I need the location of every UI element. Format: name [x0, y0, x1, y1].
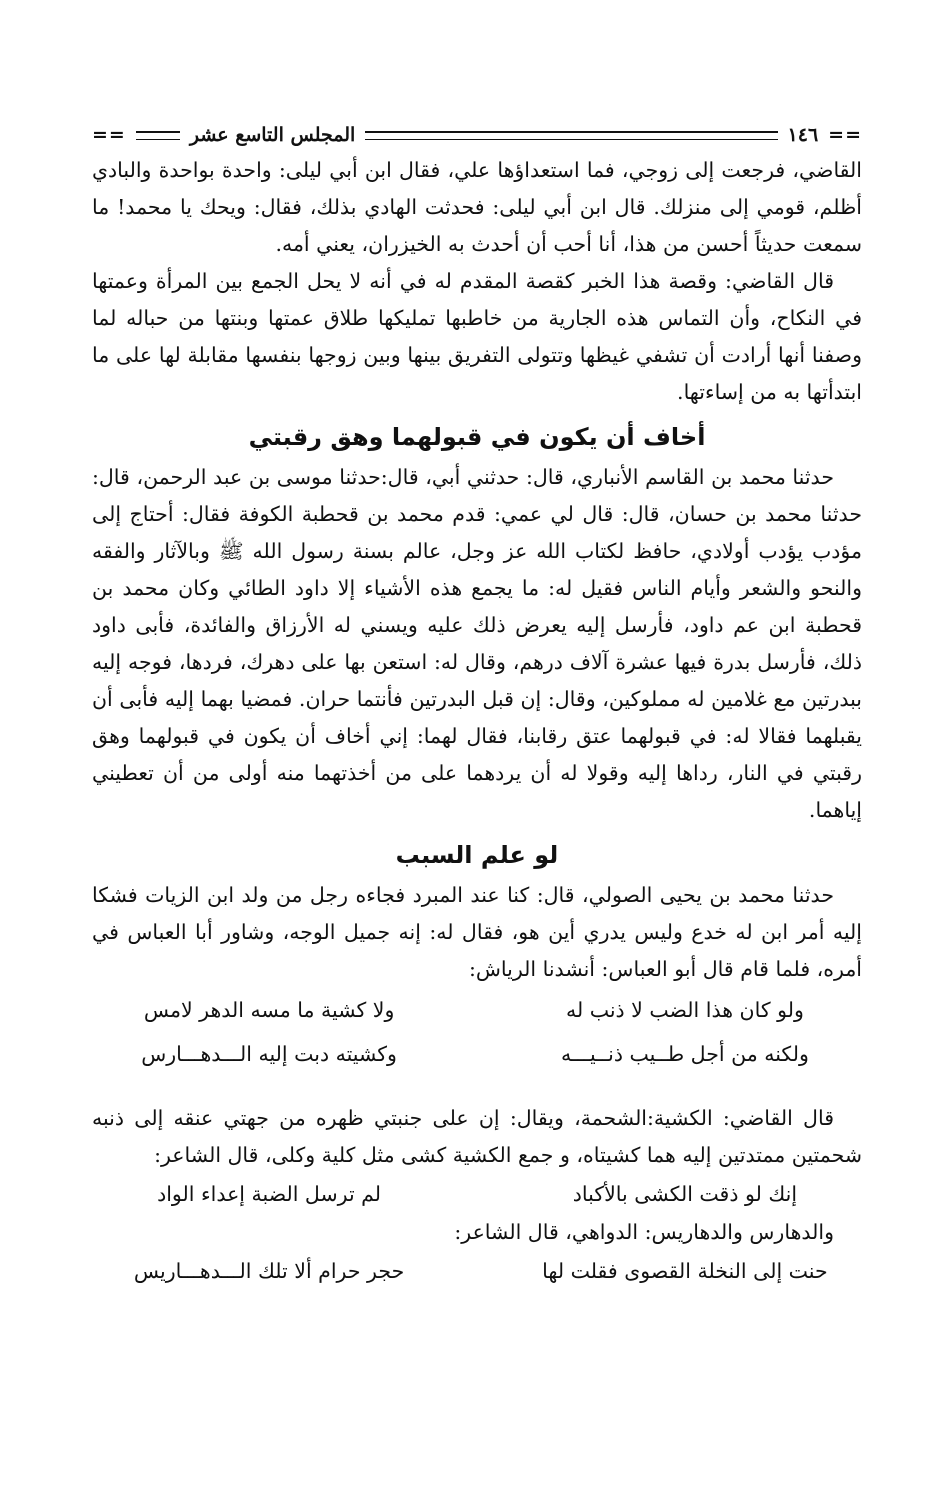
header-mark-right: ==: [828, 124, 862, 146]
header-rule: [365, 131, 777, 140]
verse-4-second-hemistich: حجر حرام ألا تلك الـــدهـــاريس: [133, 1259, 405, 1283]
verse-3-second-hemistich: لم ترسل الضبة إعداء الواد: [157, 1182, 382, 1206]
verse-line-1: [92, 988, 862, 1032]
paragraph-story-1: حدثنا محمد بن القاسم الأنباري، قال: حدثني أبي، قال:حدثنا موسى بن عبد الرحمن، قال: حدثنا محمد بن حسان، قال: قال لي عمي: قدم محمد بن قحطبة الكوفة فقال: أحتاج إلى مؤدب يؤدب أولادي، حافظ لكتاب الله عز وجل، عالم بسنة رسول الله ﷺ وبالآثار والفقه والنحو والشعر وأيام الناس فقيل له: ما يجمع هذه الأشياء إلا داود الطائي وكان محمد بن قحطبة ابن عم داود، فأرسل إليه يعرض ذلك عليه ويسني له الأرزاق والفائدة، فأبى داود ذلك، فأرسل بدرة فيها عشرة آلاف درهم، وقال له: استعن بها على دهرك، فردها، فوجه إليه ببدرتين مع غلامين له مملوكين، وقال: إن قبل البدرتين فأنتما حران. فمضيا بهما إليه فأبى أن يقبلهما فقالا له: في قبولهما عتق رقابنا، فقال لهما: إني أخاف أن يكون في قبولهما وهق رقبتي في النار، رداها إليه وقولا له أن يردهما على من أخذتهما منه أولى من أن تعطيني إياهما.: [92, 465, 862, 822]
verse-2-first-hemistich: ولكنه من أجل طــيب ذنــيـــه: [560, 1042, 809, 1066]
header-rule-short: [136, 131, 180, 140]
paragraph-continuation: القاضي، فرجعت إلى زوجي، فما استعداؤها علي، فقال ابن أبي ليلى: واحدة بواحدة والبادي أظلم، قومي إلى منزلك. قال ابن أبي ليلى: فحدثت الهادي بذلك، فقال: ويحك يا محمد! ما سمعت حديثاً أحسن من هذا، أنا أحب أن أحدث به الخيزران، يعني أمه.: [92, 158, 862, 256]
verse-4-first-hemistich: حنت إلى النخلة القصوى فقلت لها: [542, 1259, 828, 1283]
verse-line-4: [92, 1251, 862, 1291]
chapter-title: المجلس التاسع عشر: [189, 124, 356, 146]
verse-1-first-hemistich: ولو كان هذا الضب لا ذنب له: [565, 998, 804, 1022]
section-heading-2: لو علم السبب: [395, 841, 559, 869]
verse-3-first-hemistich: إنك لو ذقت الكشى بالأكباد: [572, 1182, 798, 1206]
verse-2-second-hemistich: وكشيته دبت إليه الـــدهـــارس: [141, 1042, 397, 1066]
paragraph-definition: والدهارس والدهاريس: الدواهي، قال الشاعر:: [454, 1220, 834, 1244]
paragraph-qadi-comment: قال القاضي: وقصة هذا الخبر كقصة المقدم له في أنه لا يحل الجمع بين المرأة وعمتها في النكاح، وأن التماس هذه الجارية من خاطبها تمليكها طلاق عمتها وبنتها من حباله لما وصفنا أنها أرادت أن تشفي غيظها وتتولى التفريق بينها وبين زوجها بنفسها مقابلة لها على ما ابتدأتها به من إساءتها.: [92, 269, 862, 404]
verse-1-second-hemistich: ولا كشية ما مسه الدهر لامس: [143, 998, 395, 1022]
section-heading-1: أخاف أن يكون في قبولهما وهق رقبتي: [248, 423, 706, 451]
verse-line-2: [92, 1032, 862, 1076]
header-mark-left: ==: [92, 124, 126, 146]
running-header: [92, 118, 862, 152]
paragraph-qadi-explanation: قال القاضي: الكشية:الشحمة، ويقال: إن على جنبتي ظهره من جهتي عنقه إلى ذنبه شحمتين ممتدتين إليه هما كشيتاه، و جمع الكشية كشى مثل كلية وكلى، قال الشاعر:: [92, 1106, 862, 1167]
verse-line-3: [92, 1174, 862, 1214]
paragraph-story-2: حدثنا محمد بن يحيى الصولي، قال: كنا عند المبرد فجاءه رجل من ولد ابن الزيات فشكا إليه أمر ابن له خدع وليس يدري أين هو، فقال له: إنه جميل الوجه، وشاور أبا العباس في أمره، فلما قام قال أبو العباس: أنشدنا الرياش:: [92, 883, 862, 981]
spacer: [92, 1076, 862, 1100]
page-number: ١٤٦: [787, 124, 819, 146]
